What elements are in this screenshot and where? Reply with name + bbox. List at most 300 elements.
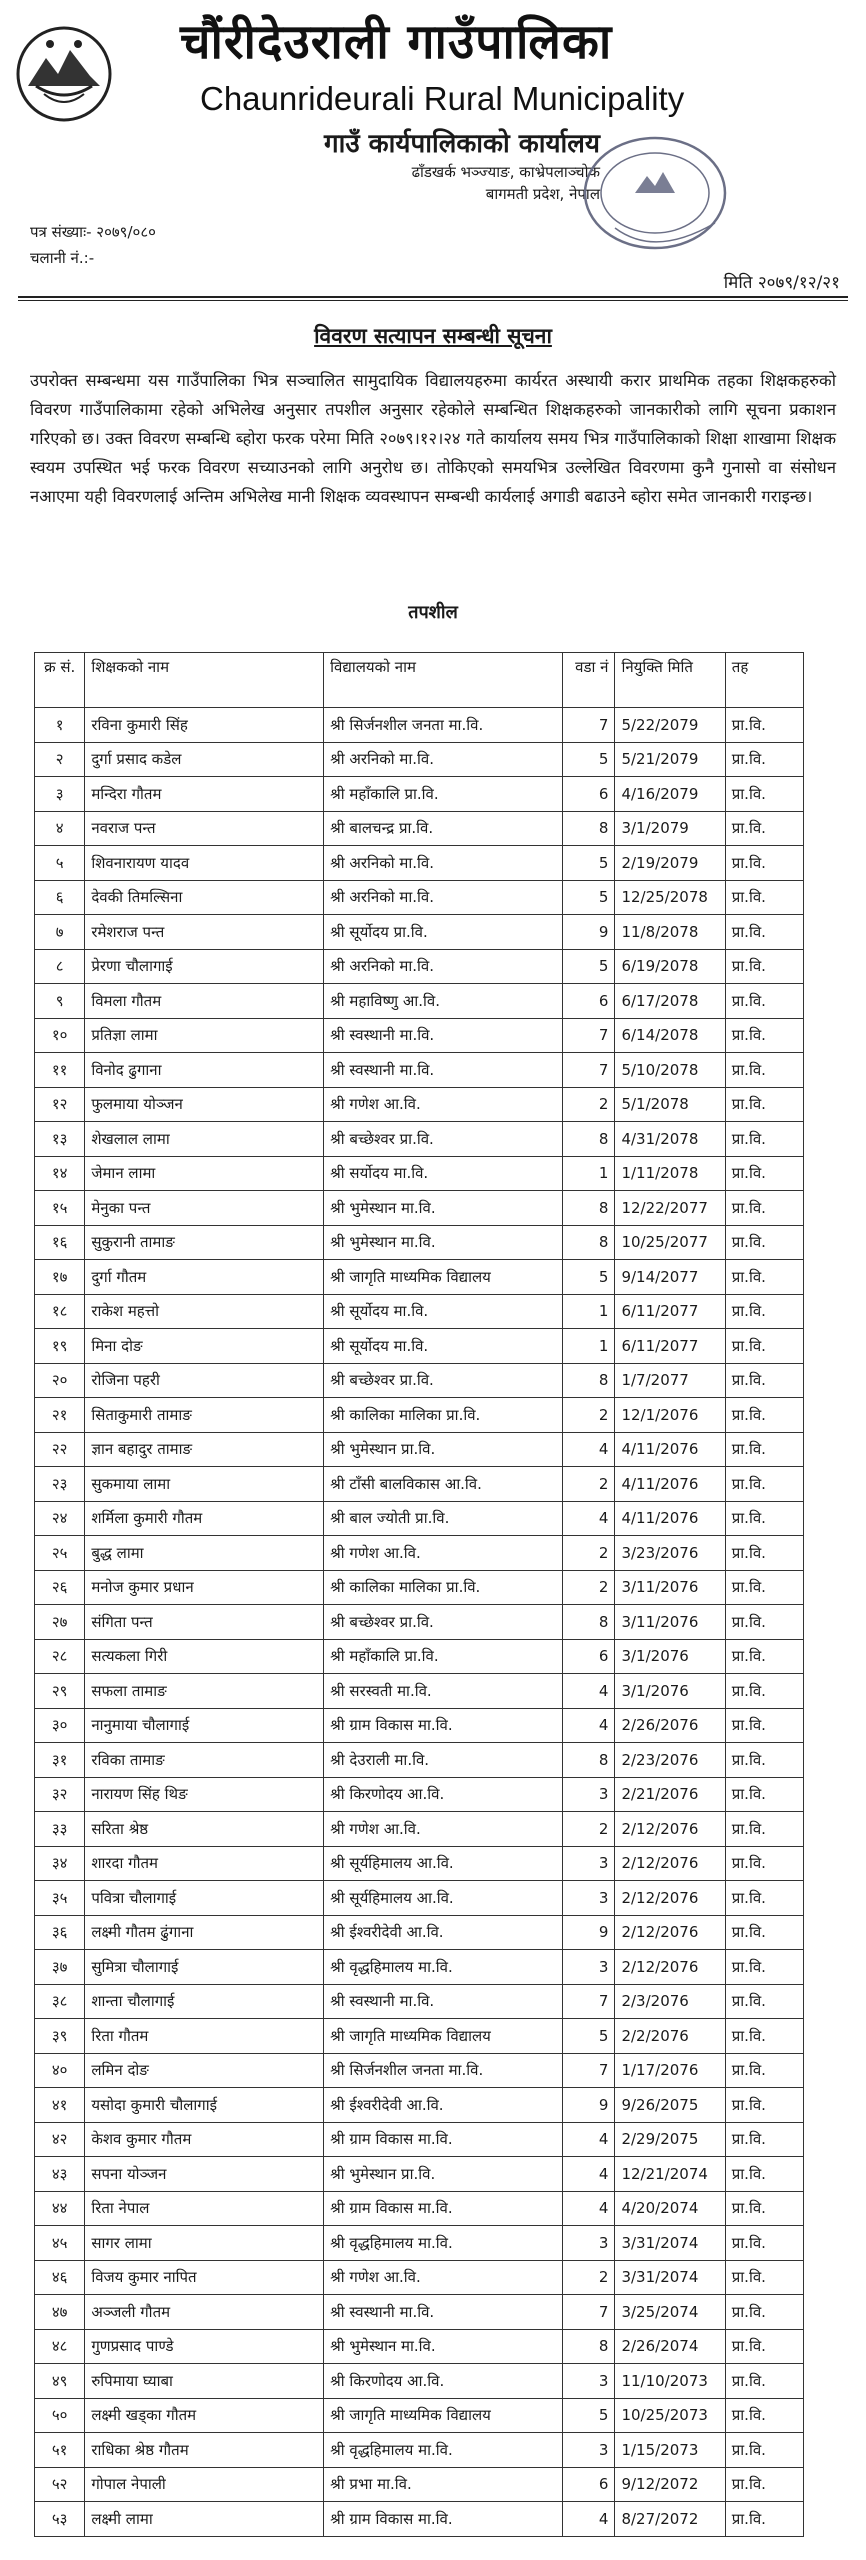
school-name-cell: श्री ग्राम विकास मा.वि.	[324, 2122, 563, 2157]
serial-cell: ५०	[35, 2398, 85, 2433]
ward-cell: 4	[562, 1432, 614, 1467]
appointment-date-cell: 6/11/2077	[615, 1329, 725, 1364]
school-name-cell: श्री जागृति माध्यमिक विद्यालय	[324, 1260, 563, 1295]
school-name-cell: श्री भुमेस्थान मा.वि.	[324, 1191, 563, 1226]
level-cell: प्रा.वि.	[725, 1053, 803, 1088]
serial-cell: २२	[35, 1432, 85, 1467]
appointment-date-cell: 11/10/2073	[615, 2364, 725, 2399]
appointment-date-cell: 3/1/2079	[615, 811, 725, 846]
serial-cell: ७	[35, 915, 85, 950]
teacher-name-cell: रमेशराज पन्त	[85, 915, 324, 950]
ward-cell: 2	[562, 1467, 614, 1502]
appointment-date-cell: 6/17/2078	[615, 984, 725, 1019]
serial-cell: २५	[35, 1536, 85, 1571]
serial-cell: ४१	[35, 2088, 85, 2123]
ward-cell: 5	[562, 2398, 614, 2433]
serial-cell: २८	[35, 1639, 85, 1674]
serial-cell: ३२	[35, 1777, 85, 1812]
level-cell: प्रा.वि.	[725, 1225, 803, 1260]
teacher-name-cell: नारायण सिंह थिङ	[85, 1777, 324, 1812]
ward-cell: 7	[562, 708, 614, 743]
teacher-name-cell: लक्ष्मी गौतम ढुंगाना	[85, 1915, 324, 1950]
table-row	[35, 2157, 804, 2192]
serial-cell: ३६	[35, 1915, 85, 1950]
appointment-date-cell: 2/12/2076	[615, 1812, 725, 1847]
teacher-name-cell: गुणप्रसाद पाण्डे	[85, 2329, 324, 2364]
ward-cell: 4	[562, 2157, 614, 2192]
school-name-cell: श्री महाँकालि प्रा.वि.	[324, 777, 563, 812]
appointment-date-cell: 4/20/2074	[615, 2191, 725, 2226]
appointment-date-cell: 5/21/2079	[615, 742, 725, 777]
serial-cell: २३	[35, 1467, 85, 1502]
serial-cell: ४९	[35, 2364, 85, 2399]
level-cell: प्रा.वि.	[725, 1950, 803, 1985]
appointment-date-cell: 4/11/2076	[615, 1467, 725, 1502]
teacher-name-cell: केशव कुमार गौतम	[85, 2122, 324, 2157]
ward-cell: 2	[562, 1536, 614, 1571]
appointment-date-cell: 3/11/2076	[615, 1605, 725, 1640]
teacher-name-cell: सपना योञ्जन	[85, 2157, 324, 2192]
table-row	[35, 1915, 804, 1950]
teacher-name-cell: राकेश महत्तो	[85, 1294, 324, 1329]
ward-cell: 9	[562, 915, 614, 950]
level-cell: प्रा.वि.	[725, 1329, 803, 1364]
appointment-date-cell: 3/25/2074	[615, 2295, 725, 2330]
teacher-name-cell: सुमित्रा चौलागाई	[85, 1950, 324, 1985]
teacher-name-cell: सफला तामाङ	[85, 1674, 324, 1709]
table-row	[35, 1363, 804, 1398]
appointment-date-cell: 2/12/2076	[615, 1950, 725, 1985]
level-cell: प्रा.वि.	[725, 708, 803, 743]
school-name-cell: श्री भुमेस्थान प्रा.वि.	[324, 2157, 563, 2192]
serial-cell: १४	[35, 1156, 85, 1191]
table-row	[35, 1156, 804, 1191]
school-name-cell: श्री कालिका मालिका प्रा.वि.	[324, 1398, 563, 1433]
level-cell: प्रा.वि.	[725, 1536, 803, 1571]
table-row	[35, 2053, 804, 2088]
appointment-date-cell: 9/14/2077	[615, 1260, 725, 1295]
table-row	[35, 2502, 804, 2537]
serial-cell: ३४	[35, 1846, 85, 1881]
appointment-date-cell: 3/23/2076	[615, 1536, 725, 1571]
table-row	[35, 1570, 804, 1605]
school-name-cell: श्री जागृति माध्यमिक विद्यालय	[324, 2019, 563, 2054]
school-name-cell: श्री गणेश आ.वि.	[324, 1536, 563, 1571]
level-cell: प्रा.वि.	[725, 1674, 803, 1709]
level-cell: प्रा.वि.	[725, 1915, 803, 1950]
table-row	[35, 1984, 804, 2019]
ward-cell: 2	[562, 1812, 614, 1847]
ward-cell: 6	[562, 984, 614, 1019]
ward-cell: 3	[562, 1846, 614, 1881]
level-cell: प्रा.वि.	[725, 1846, 803, 1881]
level-cell: प्रा.वि.	[725, 1260, 803, 1295]
ward-cell: 2	[562, 1087, 614, 1122]
ward-cell: 8	[562, 1605, 614, 1640]
level-cell: प्रा.वि.	[725, 2502, 803, 2537]
table-row	[35, 1812, 804, 1847]
serial-cell: १८	[35, 1294, 85, 1329]
school-name-cell: श्री प्रभा मा.वि.	[324, 2467, 563, 2502]
appointment-date-cell: 3/11/2076	[615, 1570, 725, 1605]
table-row	[35, 1053, 804, 1088]
school-name-cell: श्री गणेश आ.वि.	[324, 1812, 563, 1847]
table-row	[35, 1191, 804, 1226]
table-row	[35, 2191, 804, 2226]
serial-cell: ११	[35, 1053, 85, 1088]
table-row	[35, 2364, 804, 2399]
level-cell: प्रा.वि.	[725, 1156, 803, 1191]
serial-cell: १२	[35, 1087, 85, 1122]
appointment-date-cell: 9/26/2075	[615, 2088, 725, 2123]
municipality-title-nepali: चौंरीदेउराली गाउँपालिका	[180, 14, 613, 70]
header-level: तह	[725, 653, 803, 708]
school-name-cell: श्री बालचन्द्र प्रा.वि.	[324, 811, 563, 846]
teacher-name-cell: मेनुका पन्त	[85, 1191, 324, 1226]
ward-cell: 3	[562, 2364, 614, 2399]
teacher-name-cell: नानुमाया चौलागाई	[85, 1708, 324, 1743]
serial-cell: ४६	[35, 2260, 85, 2295]
appointment-date-cell: 2/19/2079	[615, 846, 725, 881]
serial-cell: ३	[35, 777, 85, 812]
serial-cell: ४२	[35, 2122, 85, 2157]
header-serial: क्र सं.	[35, 653, 85, 708]
ward-cell: 4	[562, 2502, 614, 2537]
serial-cell: ३३	[35, 1812, 85, 1847]
appointment-date-cell: 4/31/2078	[615, 1122, 725, 1157]
school-name-cell: श्री वृद्धहिमालय मा.वि.	[324, 2433, 563, 2468]
header-divider-thin	[18, 300, 848, 301]
school-name-cell: श्री बाल ज्योती प्रा.वि.	[324, 1501, 563, 1536]
serial-cell: २६	[35, 1570, 85, 1605]
appointment-date-cell: 11/8/2078	[615, 915, 725, 950]
serial-cell: ५	[35, 846, 85, 881]
level-cell: प्रा.वि.	[725, 1467, 803, 1502]
school-name-cell: श्री जागृति माध्यमिक विद्यालय	[324, 2398, 563, 2433]
appointment-date-cell: 6/19/2078	[615, 949, 725, 984]
ward-cell: 3	[562, 1881, 614, 1916]
school-name-cell: श्री सूर्योदय मा.वि.	[324, 1294, 563, 1329]
serial-cell: ४७	[35, 2295, 85, 2330]
serial-cell: २९	[35, 1674, 85, 1709]
level-cell: प्रा.वि.	[725, 2053, 803, 2088]
school-name-cell: श्री भुमेस्थान प्रा.वि.	[324, 1432, 563, 1467]
serial-cell: ४	[35, 811, 85, 846]
table-row	[35, 1122, 804, 1157]
ward-cell: 7	[562, 1053, 614, 1088]
teacher-name-cell: लक्ष्मी खड्का गौतम	[85, 2398, 324, 2433]
school-name-cell: श्री सूर्यहिमालय आ.वि.	[324, 1881, 563, 1916]
teachers-table	[34, 652, 804, 2537]
serial-cell: ३७	[35, 1950, 85, 1985]
teacher-name-cell: रविना कुमारी सिंह	[85, 708, 324, 743]
appointment-date-cell: 9/12/2072	[615, 2467, 725, 2502]
ward-cell: 5	[562, 880, 614, 915]
table-row	[35, 742, 804, 777]
level-cell: प्रा.वि.	[725, 2433, 803, 2468]
appointment-date-cell: 12/21/2074	[615, 2157, 725, 2192]
appointment-date-cell: 1/11/2078	[615, 1156, 725, 1191]
school-name-cell: श्री सिर्जनशील जनता मा.वि.	[324, 2053, 563, 2088]
ward-cell: 3	[562, 2226, 614, 2261]
teacher-name-cell: रोजिना पहरी	[85, 1363, 324, 1398]
ward-cell: 4	[562, 1708, 614, 1743]
school-name-cell: श्री ईश्वरीदेवी आ.वि.	[324, 1915, 563, 1950]
table-row	[35, 1432, 804, 1467]
level-cell: प्रा.वि.	[725, 1294, 803, 1329]
serial-cell: ६	[35, 880, 85, 915]
school-name-cell: श्री वृद्धहिमालय मा.वि.	[324, 2226, 563, 2261]
level-cell: प्रा.वि.	[725, 1570, 803, 1605]
school-name-cell: श्री किरणोदय आ.वि.	[324, 2364, 563, 2399]
table-row	[35, 2019, 804, 2054]
notice-body: उपरोक्त सम्बन्धमा यस गाउँपालिका भित्र सञ्चालित सामुदायिक विद्यालयहरुमा कार्यरत अस्थायी करार प्राथमिक तहका शिक्षकहरुको विवरण गाउँपालिकामा रहेको अभिलेख अनुसार तपशील अनुसार रहेकोले सम्बन्धित शिक्षकहरुको जानकारीको लागि सूचना प्रकाशन गरिएको छ। उक्त विवरण सम्बन्धि ब्होरा फरक परेमा मिति २०७९।१२।२४ गते कार्यालय समय भित्र गाउँपालिकाको शिक्षा शाखामा शिक्षक स्वयम उपस्थित भई फरक विवरण सच्याउनको लागि अनुरोध छ। तोकिएको समयभित्र उल्लेखित विवरणमा कुनै गुनासो वा संसोधन नआएमा यही विवरणलाई अन्तिम अभिलेख मानी शिक्षक व्यवस्थापन सम्बन्धी कार्यलाई अगाडी बढाउने ब्होरा समेत जानकारी गराइन्छ।	[30, 371, 836, 506]
teacher-name-cell: दुर्गा गौतम	[85, 1260, 324, 1295]
table-row	[35, 2260, 804, 2295]
ward-cell: 8	[562, 1225, 614, 1260]
ward-cell: 9	[562, 2088, 614, 2123]
table-row	[35, 777, 804, 812]
school-name-cell: श्री स्वस्थानी मा.वि.	[324, 1053, 563, 1088]
teacher-name-cell: पवित्रा चौलागाई	[85, 1881, 324, 1916]
ward-cell: 5	[562, 1260, 614, 1295]
appointment-date-cell: 4/16/2079	[615, 777, 725, 812]
teacher-name-cell: यसोदा कुमारी चौलागाई	[85, 2088, 324, 2123]
school-name-cell: श्री सर्योदय मा.वि.	[324, 1156, 563, 1191]
level-cell: प्रा.वि.	[725, 2467, 803, 2502]
table-row	[35, 846, 804, 881]
school-name-cell: श्री महाविष्णु आ.वि.	[324, 984, 563, 1019]
school-name-cell: श्री अरनिको मा.वि.	[324, 742, 563, 777]
table-row	[35, 1329, 804, 1364]
appointment-date-cell: 3/1/2076	[615, 1674, 725, 1709]
ward-cell: 6	[562, 777, 614, 812]
teacher-name-cell: मन्दिरा गौतम	[85, 777, 324, 812]
table-row	[35, 1743, 804, 1778]
table-row	[35, 915, 804, 950]
ward-cell: 4	[562, 1501, 614, 1536]
header-divider	[18, 296, 848, 298]
ward-cell: 2	[562, 1570, 614, 1605]
level-cell: प्रा.वि.	[725, 2364, 803, 2399]
serial-cell: ४३	[35, 2157, 85, 2192]
appointment-date-cell: 12/25/2078	[615, 880, 725, 915]
appointment-date-cell: 6/14/2078	[615, 1018, 725, 1053]
teacher-name-cell: अञ्जली गौतम	[85, 2295, 324, 2330]
school-name-cell: श्री किरणोदय आ.वि.	[324, 1777, 563, 1812]
header-ward-no: वडा नं	[562, 653, 614, 708]
notice-date: मिति २०७९/१२/२१	[723, 273, 840, 293]
level-cell: प्रा.वि.	[725, 742, 803, 777]
serial-cell: २	[35, 742, 85, 777]
nepal-emblem-icon	[14, 24, 114, 124]
table-row	[35, 2329, 804, 2364]
level-cell: प्रा.वि.	[725, 777, 803, 812]
school-name-cell: श्री टाँसी बालविकास आ.वि.	[324, 1467, 563, 1502]
level-cell: प्रा.वि.	[725, 880, 803, 915]
appointment-date-cell: 2/12/2076	[615, 1881, 725, 1916]
teacher-name-cell: देवकी तिमल्सिना	[85, 880, 324, 915]
teacher-name-cell: बुद्ध लामा	[85, 1536, 324, 1571]
appointment-date-cell: 1/17/2076	[615, 2053, 725, 2088]
level-cell: प्रा.वि.	[725, 2329, 803, 2364]
teacher-name-cell: सत्यकला गिरी	[85, 1639, 324, 1674]
teacher-name-cell: प्रेरणा चौलागाई	[85, 949, 324, 984]
teacher-name-cell: सिताकुमारी तामाङ	[85, 1398, 324, 1433]
serial-cell: २१	[35, 1398, 85, 1433]
level-cell: प्रा.वि.	[725, 1743, 803, 1778]
teacher-name-cell: दुर्गा प्रसाद कडेल	[85, 742, 324, 777]
appointment-date-cell: 3/31/2074	[615, 2226, 725, 2261]
level-cell: प्रा.वि.	[725, 2019, 803, 2054]
table-row	[35, 1846, 804, 1881]
school-name-cell: श्री ग्राम विकास मा.वि.	[324, 2502, 563, 2537]
appointment-date-cell: 3/31/2074	[615, 2260, 725, 2295]
level-cell: प्रा.वि.	[725, 2191, 803, 2226]
appointment-date-cell: 1/15/2073	[615, 2433, 725, 2468]
ward-cell: 8	[562, 1122, 614, 1157]
appointment-date-cell: 2/12/2076	[615, 1846, 725, 1881]
table-header-row	[35, 653, 804, 708]
level-cell: प्रा.वि.	[725, 1708, 803, 1743]
school-name-cell: श्री भुमेस्थान मा.वि.	[324, 2329, 563, 2364]
teacher-name-cell: प्रतिज्ञा लामा	[85, 1018, 324, 1053]
appointment-date-cell: 5/1/2078	[615, 1087, 725, 1122]
teacher-name-cell: नवराज पन्त	[85, 811, 324, 846]
school-name-cell: श्री देउराली मा.वि.	[324, 1743, 563, 1778]
school-name-cell: श्री वृद्धहिमालय मा.वि.	[324, 1950, 563, 1985]
level-cell: प्रा.वि.	[725, 811, 803, 846]
teacher-name-cell: राधिका श्रेष्ठ गौतम	[85, 2433, 324, 2468]
table-row	[35, 1708, 804, 1743]
serial-cell: १०	[35, 1018, 85, 1053]
level-cell: प्रा.वि.	[725, 915, 803, 950]
appointment-date-cell: 2/3/2076	[615, 1984, 725, 2019]
teacher-name-cell: संगिता पन्त	[85, 1605, 324, 1640]
level-cell: प्रा.वि.	[725, 1191, 803, 1226]
table-row	[35, 1467, 804, 1502]
appointment-date-cell: 4/11/2076	[615, 1432, 725, 1467]
teacher-name-cell: शेखलाल लामा	[85, 1122, 324, 1157]
serial-cell: ९	[35, 984, 85, 1019]
ward-cell: 2	[562, 1398, 614, 1433]
level-cell: प्रा.वि.	[725, 1363, 803, 1398]
office-name: गाउँ कार्यपालिकाको कार्यालय	[324, 129, 600, 159]
table-row	[35, 2467, 804, 2502]
teacher-name-cell: लक्ष्मी लामा	[85, 2502, 324, 2537]
level-cell: प्रा.वि.	[725, 2088, 803, 2123]
ward-cell: 7	[562, 1018, 614, 1053]
table-row	[35, 1605, 804, 1640]
serial-cell: १६	[35, 1225, 85, 1260]
teacher-name-cell: लमिन दोङ	[85, 2053, 324, 2088]
level-cell: प्रा.वि.	[725, 1122, 803, 1157]
municipality-title-english: Chaunrideurali Rural Municipality	[200, 80, 685, 117]
serial-cell: ३५	[35, 1881, 85, 1916]
serial-cell: १९	[35, 1329, 85, 1364]
ward-cell: 1	[562, 1329, 614, 1364]
teacher-name-cell: शर्मिला कुमारी गौतम	[85, 1501, 324, 1536]
table-row	[35, 1398, 804, 1433]
school-name-cell: श्री अरनिको मा.वि.	[324, 949, 563, 984]
serial-cell: १५	[35, 1191, 85, 1226]
level-cell: प्रा.वि.	[725, 1501, 803, 1536]
appointment-date-cell: 5/22/2079	[615, 708, 725, 743]
teacher-name-cell: विनोद ढुगाना	[85, 1053, 324, 1088]
level-cell: प्रा.वि.	[725, 2295, 803, 2330]
school-name-cell: श्री स्वस्थानी मा.वि.	[324, 1018, 563, 1053]
teacher-name-cell: सागर लामा	[85, 2226, 324, 2261]
table-body	[35, 708, 804, 2537]
table-row	[35, 1225, 804, 1260]
appointment-date-cell: 2/2/2076	[615, 2019, 725, 2054]
ward-cell: 3	[562, 1950, 614, 1985]
school-name-cell: श्री सिर्जनशील जनता मा.वि.	[324, 708, 563, 743]
table-row	[35, 2398, 804, 2433]
table-row	[35, 2295, 804, 2330]
ward-cell: 1	[562, 1156, 614, 1191]
appointment-date-cell: 3/1/2076	[615, 1639, 725, 1674]
level-cell: प्रा.वि.	[725, 2122, 803, 2157]
ward-cell: 5	[562, 2019, 614, 2054]
ward-cell: 4	[562, 1674, 614, 1709]
table-row	[35, 880, 804, 915]
ward-cell: 9	[562, 1915, 614, 1950]
serial-cell: २४	[35, 1501, 85, 1536]
dispatch-number: चलानी नं.:-	[30, 249, 95, 267]
serial-cell: ५३	[35, 2502, 85, 2537]
serial-cell: १३	[35, 1122, 85, 1157]
teacher-name-cell: शिवनारायण यादव	[85, 846, 324, 881]
teacher-name-cell: शारदा गौतम	[85, 1846, 324, 1881]
table-row	[35, 1501, 804, 1536]
table-row	[35, 949, 804, 984]
level-cell: प्रा.वि.	[725, 1777, 803, 1812]
school-name-cell: श्री अरनिको मा.वि.	[324, 846, 563, 881]
reference-number: पत्र संख्याः- २०७९/०८०	[30, 223, 156, 241]
ward-cell: 4	[562, 2191, 614, 2226]
appointment-date-cell: 2/21/2076	[615, 1777, 725, 1812]
level-cell: प्रा.वि.	[725, 2157, 803, 2192]
address-line-2: बागमती प्रदेश, नेपाल	[485, 185, 600, 203]
appointment-date-cell: 5/10/2078	[615, 1053, 725, 1088]
appointment-date-cell: 12/22/2077	[615, 1191, 725, 1226]
teacher-name-cell: मिना दोङ	[85, 1329, 324, 1364]
teacher-name-cell: रविका तामाङ	[85, 1743, 324, 1778]
ward-cell: 5	[562, 949, 614, 984]
school-name-cell: श्री सरस्वती मा.वि.	[324, 1674, 563, 1709]
ward-cell: 8	[562, 1743, 614, 1778]
table-row	[35, 1087, 804, 1122]
teacher-name-cell: सरिता श्रेष्ठ	[85, 1812, 324, 1847]
ward-cell: 7	[562, 2295, 614, 2330]
ward-cell: 4	[562, 2122, 614, 2157]
school-name-cell: श्री महाँकालि प्रा.वि.	[324, 1639, 563, 1674]
ward-cell: 6	[562, 2467, 614, 2502]
header-appointment-date: नियुक्ति मिति	[615, 653, 725, 708]
ward-cell: 7	[562, 1984, 614, 2019]
level-cell: प्रा.वि.	[725, 1087, 803, 1122]
address-line-1: ढाँडखर्क भञ्ज्याङ, काभ्रेपलाञ्चोक	[411, 163, 600, 181]
table-row	[35, 2433, 804, 2468]
header-teacher-name: शिक्षकको नाम	[85, 653, 324, 708]
level-cell: प्रा.वि.	[725, 1812, 803, 1847]
table-row	[35, 1639, 804, 1674]
school-name-cell: श्री स्वस्थानी मा.वि.	[324, 2295, 563, 2330]
level-cell: प्रा.वि.	[725, 2260, 803, 2295]
table-row	[35, 1777, 804, 1812]
serial-cell: ४४	[35, 2191, 85, 2226]
